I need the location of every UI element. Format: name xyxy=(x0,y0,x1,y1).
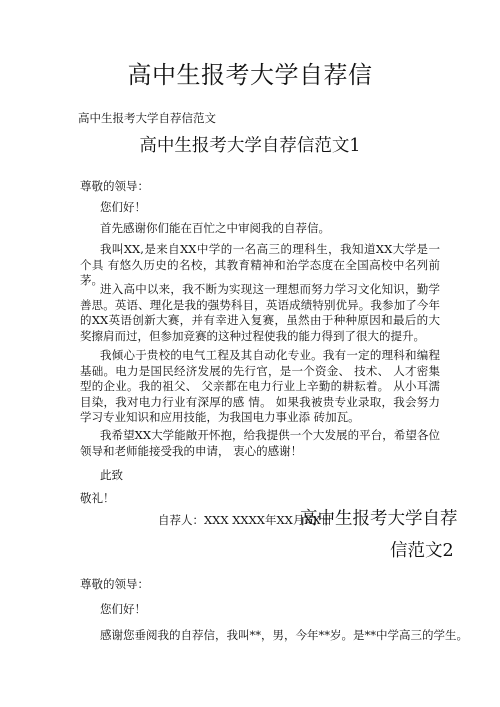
letter1-greeting: 您们好！ xyxy=(100,200,146,214)
letter2-greeting: 您们好！ xyxy=(100,602,146,616)
letter1-closing-1: 此致 xyxy=(100,468,123,482)
letter1-heading: 高中生报考大学自荐信范文1 xyxy=(139,136,361,156)
letter1-paragraph-1: 首先感谢你们能在百忙之中审阅我的自荐信。 xyxy=(100,221,330,235)
letter2-paragraph-1: 感谢您垂阅我的自荐信，我叫**，男，今年**岁。是**中学高三的学生。 xyxy=(100,628,468,642)
letter1-salutation: 尊敬的领导： xyxy=(80,179,149,193)
letter2-salutation: 尊敬的领导： xyxy=(80,577,149,591)
letter1-paragraph-4: 我倾心于贵校的电气工程及其自动化专业。我有一定的理科和编程基础。电力是国民经济发展的先行官，是一个资金、 技术、 人才密集型的企业。我的祖父、 父亲都在电力行业上辛勤的耕耘着。 从小耳濡目染，我对电力行业有深厚的感 情。 如果我被贵专业录取，我会努力学习专业知识和应用技能，为我国电力事业添 砖加瓦。 xyxy=(80,348,440,424)
letter1-paragraph-2: 我叫XX,是来自XX中学的一名高三的理科生，我知道XX大学是一个具 有悠久历史的名校，其教育精神和治学态度在全国高校中名列前茅。 xyxy=(80,242,440,287)
page-title: 高中生报考大学自荐信 xyxy=(127,61,373,89)
subtitle: 高中生报考大学自荐信范文 xyxy=(78,111,216,125)
letter1-paragraph-5: 我希望XX大学能敞开怀抱，给我提供一个大发展的平台，希望各位领导和老师能接受我的申请， 衷心的感谢！ xyxy=(80,428,440,458)
letter2-heading-part1: 高中生报考大学自荐 xyxy=(300,509,458,529)
letter1-signature: 自荐人：XXX XXXX年XX月XX日 xyxy=(158,513,333,527)
letter1-closing-2: 敬礼！ xyxy=(80,491,115,505)
letter1-paragraph-3: 进入高中以来，我不断为实现这一理想而努力学习文化知识，勤学善思。英语、理化是我的强势科目，英语成绩特别优异。我参加了今年的XX英语创新大赛，并有幸进入复赛，虽然由于种种原因和最后的大奖擦肩而过，但参加竞赛的这种过程使我的能力得到了很大的提升。 xyxy=(80,282,440,343)
letter2-heading-part2: 信范文2 xyxy=(390,541,454,561)
